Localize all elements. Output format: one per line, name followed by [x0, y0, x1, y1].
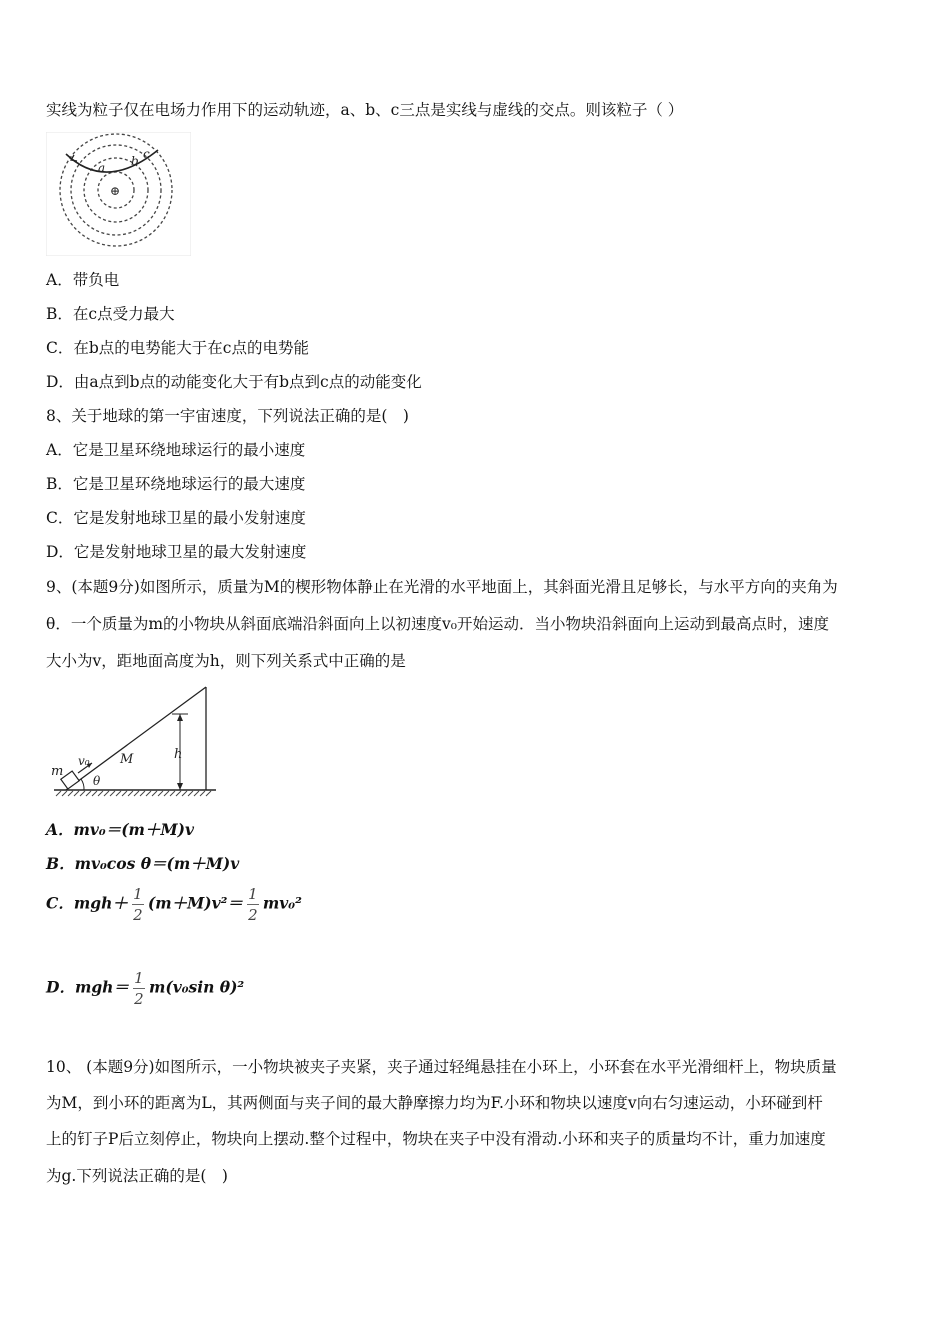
label-m: m: [51, 764, 64, 779]
q7-option-d: D．由a点到b点的动能变化大于有b点到c点的动能变化: [46, 373, 422, 391]
fraction-numerator: 1: [134, 969, 144, 987]
q8-option-b: B．它是卫星环绕地球运行的最大速度: [46, 475, 306, 493]
q7-option-a: A．带负电: [46, 271, 120, 289]
q7-option-c: C．在b点的电势能大于在c点的电势能: [46, 339, 309, 357]
q9-stem-line1: 9、(本题9分)如图所示，质量为M的楔形物体静止在光滑的水平地面上，其斜面光滑且足够长，与水平方向的夹角为: [46, 578, 838, 596]
label-theta: θ: [93, 774, 101, 788]
label-c: c: [143, 147, 150, 161]
label-a: a: [98, 161, 106, 175]
fraction-half: [132, 886, 144, 923]
small-block: [61, 771, 79, 789]
q10-line1: 10、 (本题9分)如图所示，一小物块被夹子夹紧，夹子通过轻绳悬挂在小环上，小环套在水平光滑细杆上，物块质量: [46, 1058, 837, 1076]
q9-stem-line2: θ．一个质量为m的小物块从斜面底端沿斜面向上以初速度v₀开始运动．当小物块沿斜面向上运动到最高点时，速度: [46, 615, 830, 633]
q9-option-c-prefix: C．mgh＋: [46, 893, 128, 913]
q10-line2: 为M，到小环的距离为L，其两侧面与夹子间的最大静摩擦力均为F.小环和物块以速度v向右匀速运动，小环碰到杆: [46, 1094, 823, 1112]
q9-option-a: A．mv₀＝(m＋M)v: [46, 820, 194, 839]
theta-arc: [81, 779, 84, 790]
fraction-numerator: 1: [248, 885, 258, 903]
q9-option-d-prefix: D．mgh＝: [46, 977, 129, 997]
fraction-denominator: 2: [248, 906, 258, 924]
fraction-half: [133, 970, 145, 1007]
q9-option-d: [46, 970, 244, 1007]
q9-option-c-suffix: mv₀²: [262, 893, 302, 913]
label-v0: v₀: [78, 754, 90, 768]
q8-option-c: C．它是发射地球卫星的最小发射速度: [46, 509, 306, 527]
q9-option-b: B．mv₀cos θ＝(m＋M)v: [46, 854, 240, 873]
q8-option-d: D．它是发射地球卫星的最大发射速度: [46, 543, 307, 561]
q10-line3: 上的钉子P后立刻停止，物块向上摆动.整个过程中，物块在夹子中没有滑动.小环和夹子的质量均不计，重力加速度: [46, 1130, 826, 1148]
fraction-bar: [132, 904, 144, 905]
q9-option-c-mid: (m＋M)v²＝: [147, 893, 243, 913]
fraction-half: [247, 886, 259, 923]
height-arrowhead-top: [177, 714, 183, 721]
q9-stem-line3: 大小为v，距地面高度为h，则下列关系式中正确的是: [46, 652, 406, 670]
fraction-bar: [247, 904, 259, 905]
q9-wedge-figure: [46, 684, 221, 802]
q7-option-b: B．在c点受力最大: [46, 305, 175, 323]
wedge-slope: [66, 687, 206, 790]
q9-option-d-suffix: m(v₀sin θ)²: [148, 977, 245, 997]
q8-option-a: A．它是卫星环绕地球运行的最小速度: [46, 441, 306, 459]
fraction-denominator: 2: [133, 906, 143, 924]
label-M: M: [120, 752, 134, 767]
height-arrowhead-bottom: [177, 783, 183, 790]
q7-stem: 实线为粒子仅在电场力作用下的运动轨迹，a、b、c三点是实线与虚线的交点。则该粒子（ ）: [46, 101, 684, 119]
label-b: b: [131, 154, 139, 168]
fraction-bar: [133, 988, 145, 989]
positive-charge: ⊕: [110, 184, 121, 198]
q9-option-c: [46, 886, 302, 923]
ground-hatching: [56, 791, 211, 796]
fraction-numerator: 1: [133, 885, 143, 903]
q7-figure: [46, 132, 191, 256]
q8-stem: 8、关于地球的第一宇宙速度，下列说法正确的是( ): [46, 407, 409, 425]
label-h: h: [174, 747, 183, 762]
q10-line4: 为g.下列说法正确的是( ): [46, 1167, 228, 1185]
fraction-denominator: 2: [134, 990, 144, 1008]
